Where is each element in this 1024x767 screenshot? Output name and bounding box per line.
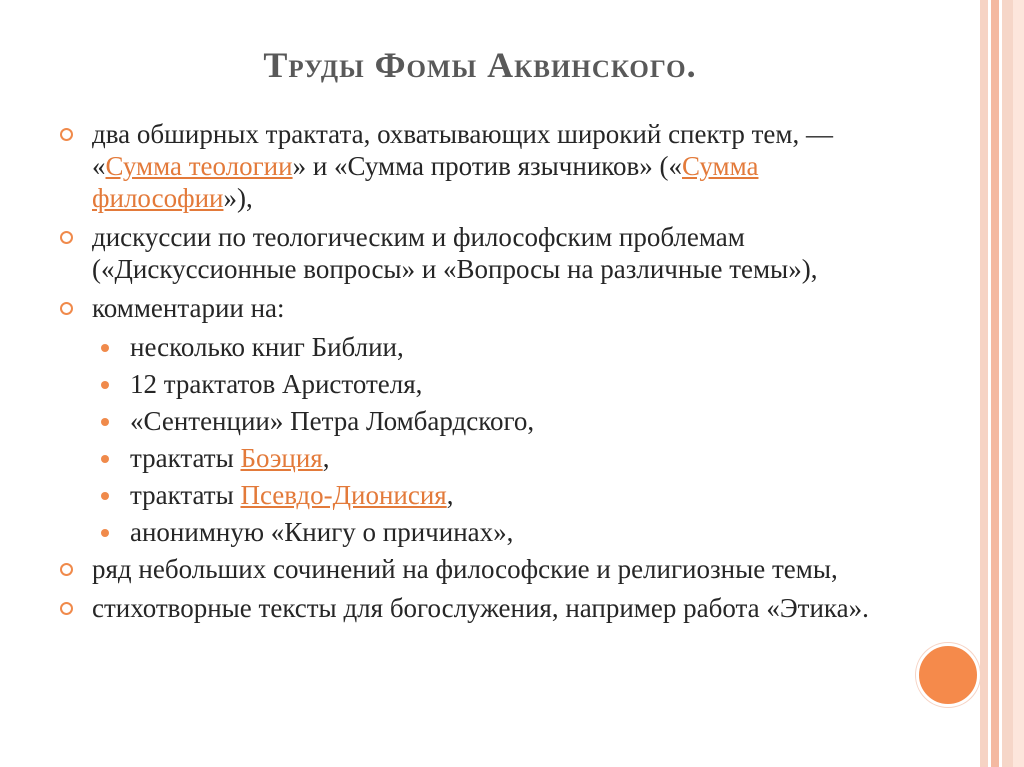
bullet-item bbox=[58, 592, 878, 624]
sub-bullet-item bbox=[58, 405, 878, 437]
dot-bullet-icon bbox=[101, 418, 109, 426]
dot-bullet-icon bbox=[101, 344, 109, 352]
circle-bullet-icon bbox=[60, 128, 73, 141]
text-fragment: «Сентенции» Петра Ломбардского, bbox=[130, 406, 535, 436]
dot-bullet-icon bbox=[101, 529, 109, 537]
text-fragment: комментарии на: bbox=[92, 293, 285, 323]
decor-circle bbox=[916, 643, 980, 707]
reference-link[interactable]: Сумма теологии bbox=[105, 151, 293, 181]
bullet-item bbox=[58, 292, 878, 324]
bullet-item bbox=[58, 221, 878, 285]
reference-link[interactable]: Боэция bbox=[240, 443, 323, 473]
dot-bullet-icon bbox=[101, 381, 109, 389]
text-fragment: 12 трактатов Аристотеля, bbox=[130, 369, 423, 399]
reference-link[interactable]: Псевдо-Дионисия bbox=[240, 480, 447, 510]
text-fragment: стихотворные тексты для богослужения, например работа «Этика». bbox=[92, 593, 869, 623]
text-fragment: дискуссии по теологическим и философским проблемам («Дискуссионные вопросы» и «Вопросы на различные темы»), bbox=[92, 222, 818, 284]
circle-bullet-icon bbox=[60, 563, 73, 576]
sub-bullet-item bbox=[58, 331, 878, 363]
sub-bullet-item bbox=[58, 479, 878, 511]
decor-stripe bbox=[980, 0, 988, 767]
text-fragment: , bbox=[446, 480, 454, 510]
decor-stripe bbox=[1002, 0, 1013, 767]
sub-bullet-item bbox=[58, 368, 878, 400]
dot-bullet-icon bbox=[101, 492, 109, 500]
text-fragment: » и «Сумма против язычников» (« bbox=[292, 151, 683, 181]
text-fragment: ряд небольших сочинений на философские и религиозные темы, bbox=[92, 554, 838, 584]
dot-bullet-icon bbox=[101, 455, 109, 463]
slide-content bbox=[58, 118, 878, 631]
bullet-item bbox=[58, 553, 878, 585]
decor-stripe bbox=[1013, 0, 1024, 767]
text-fragment: трактаты bbox=[130, 443, 241, 473]
decor-stripe bbox=[991, 0, 999, 767]
circle-bullet-icon bbox=[60, 602, 73, 615]
bullet-item bbox=[58, 118, 878, 214]
slide-title: Труды Фомы Аквинского. bbox=[263, 45, 697, 85]
sub-bullet-item bbox=[58, 516, 878, 548]
text-fragment: трактаты bbox=[130, 480, 241, 510]
sub-bullet-item bbox=[58, 442, 878, 474]
text-fragment: два обширных трактата, охватывающих широкий спектр тем, — « bbox=[92, 119, 833, 181]
reference-link[interactable]: Сумма философии bbox=[92, 151, 759, 213]
text-fragment: несколько книг Библии, bbox=[130, 332, 404, 362]
circle-bullet-icon bbox=[60, 302, 73, 315]
text-fragment: »), bbox=[223, 183, 253, 213]
text-fragment: анонимную «Книгу о причинах», bbox=[130, 517, 514, 547]
text-fragment: , bbox=[322, 443, 330, 473]
circle-bullet-icon bbox=[60, 231, 73, 244]
